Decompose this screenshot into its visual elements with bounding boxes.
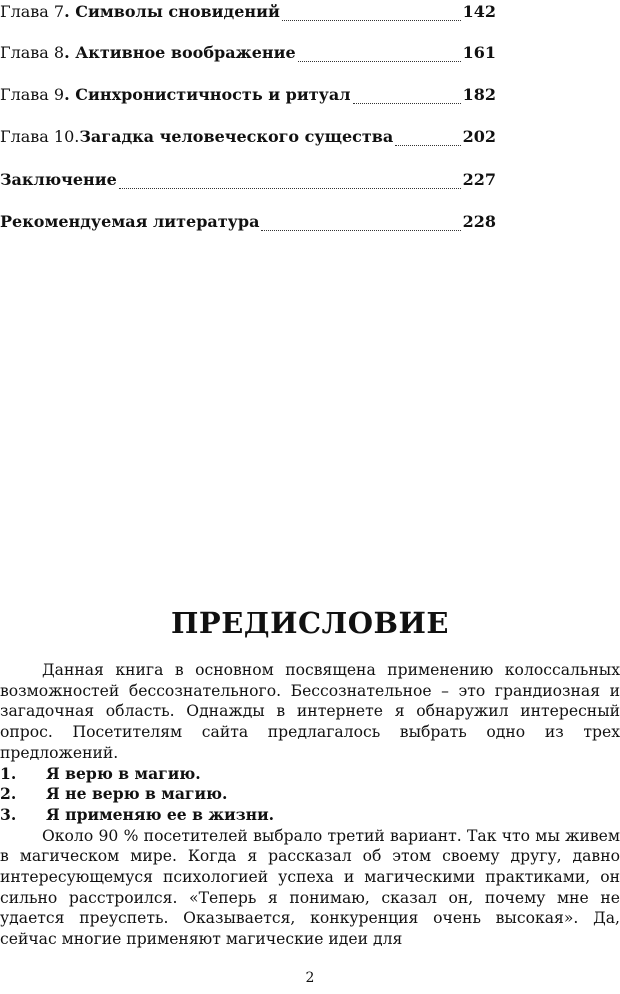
toc-entry-page: 142 (462, 2, 496, 21)
toc-entry[interactable] (0, 43, 496, 67)
paragraph: Около 90 % посетителей выбрало третий вариант. Так что мы живем в магическом мире. Когда я рассказал об этом своему другу, давно интересующемуся психологией успеха и магическими практиками, он сильно расстроился. «Теперь я понимаю, сказал он, почему мне не удается преуспеть. Оказывается, конкуренция очень высокая». Да, сейчас многие применяют магические идеи для (0, 826, 620, 949)
toc-entry-title: . Символы сновидений (64, 2, 280, 21)
toc-entry-page: 228 (462, 212, 496, 231)
list-item (0, 805, 620, 826)
list-item-number: 3. (0, 804, 17, 824)
toc-entry[interactable] (0, 2, 496, 26)
section-heading: ПРЕДИСЛОВИЕ (171, 606, 449, 640)
toc-entry-page: 182 (462, 85, 496, 104)
toc-dot-leader (353, 103, 461, 104)
toc-entry[interactable] (0, 170, 496, 194)
list-item-number: 1. (0, 763, 17, 783)
toc-entry-title: Заключение (0, 170, 117, 189)
toc-entry-title: Рекомендуемая литература (0, 212, 260, 231)
toc-dot-leader (119, 188, 461, 189)
list-item-text: Я верю в магию. (46, 763, 201, 783)
page-number: 2 (305, 970, 315, 986)
toc-entry-prefix: Глава 8 (0, 43, 65, 62)
toc-dot-leader (261, 230, 460, 231)
toc-dot-leader (282, 20, 461, 21)
toc-entry-prefix: Глава 10. (0, 127, 80, 146)
toc-entry-page: 202 (462, 127, 496, 146)
toc-entry-page: 227 (462, 170, 496, 189)
toc-entry[interactable] (0, 212, 496, 236)
toc-dot-leader (298, 61, 461, 62)
toc-dot-leader (395, 145, 460, 146)
toc-entry[interactable] (0, 85, 496, 109)
toc-entry-page: 161 (462, 43, 496, 62)
toc-entry-title: . Синхронистичность и ритуал (64, 85, 351, 104)
toc-entry-title: Загадка человеческого существа (79, 127, 394, 146)
toc-entry-prefix: Глава 7 (0, 2, 65, 21)
list-item-number: 2. (0, 784, 17, 804)
toc-entry[interactable] (0, 127, 496, 151)
list-item-text: Я применяю ее в жизни. (46, 804, 275, 824)
list-item (0, 784, 620, 805)
list-item-text: Я не верю в магию. (46, 784, 228, 804)
body-text (0, 660, 620, 950)
toc-entry-prefix: Глава 9 (0, 85, 65, 104)
paragraph: Данная книга в основном посвящена применению колоссальных возможностей бессознательного. Бессознательное – это грандиозная и загадочная область. Однажды в интернете я обнаружил интересный опрос. Посетителям сайта предлагалось выбрать одно из трех предложений. (0, 661, 620, 762)
list-item (0, 764, 620, 785)
toc-entry-title: . Активное воображение (64, 43, 296, 62)
